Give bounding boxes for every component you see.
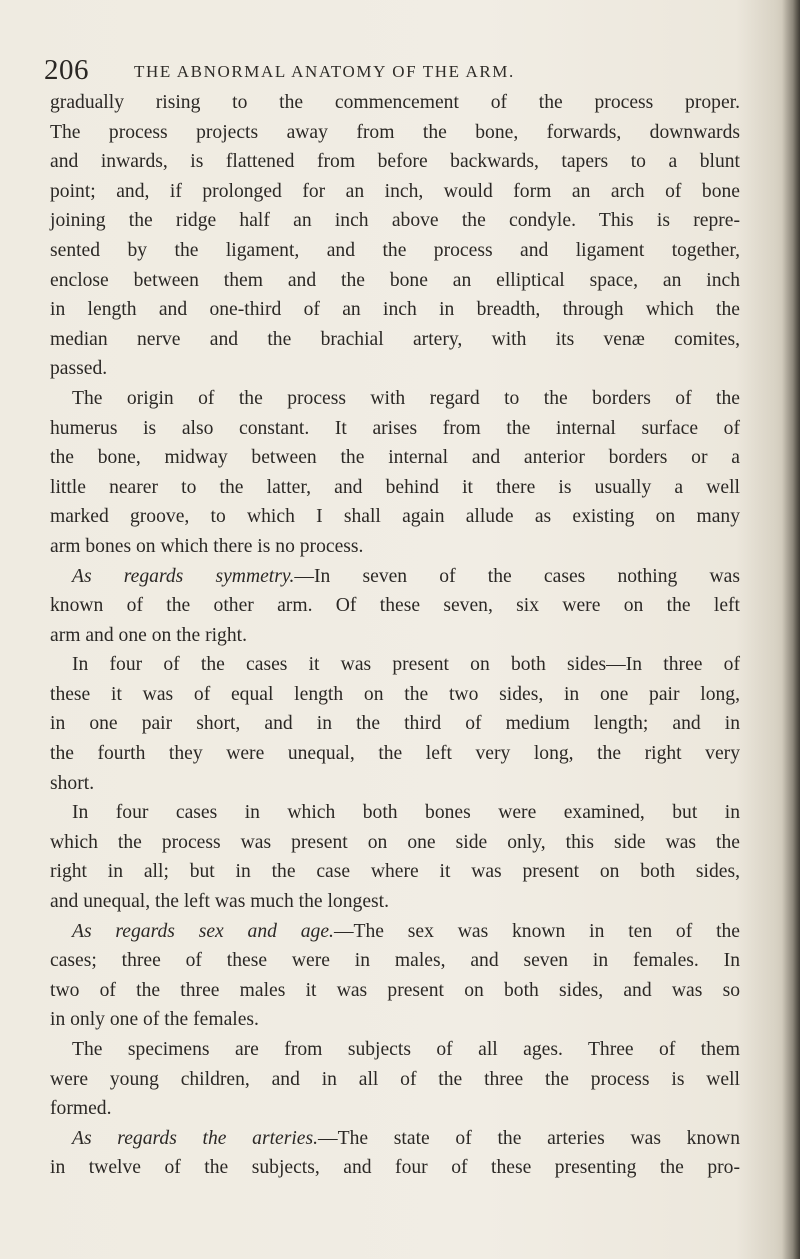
line-text: In four of the cases it was present on both sides—In three of bbox=[72, 654, 740, 676]
italic-heading: As regards symmetry. bbox=[72, 565, 295, 587]
line-text: right in all; but in the case where it was present on both sides, bbox=[50, 861, 740, 883]
text-line bbox=[50, 1065, 740, 1095]
text-line bbox=[50, 917, 740, 947]
text-line bbox=[50, 621, 740, 651]
line-text: sented by the ligament, and the process and ligament together, bbox=[50, 239, 740, 261]
text-line bbox=[50, 473, 740, 503]
text-line bbox=[50, 946, 740, 976]
text-line bbox=[50, 236, 740, 266]
text-line bbox=[50, 443, 740, 473]
text-line bbox=[50, 857, 740, 887]
line-text: arm bones on which there is no process. bbox=[50, 535, 364, 557]
line-text: the bone, midway between the internal and anterior borders or a bbox=[50, 447, 740, 469]
line-text: enclose between them and the bone an elliptical space, an inch bbox=[50, 269, 740, 291]
line-text: formed. bbox=[50, 1098, 112, 1120]
line-text: point; and, if prolonged for an inch, would form an arch of bone bbox=[50, 180, 740, 202]
text-line bbox=[50, 798, 740, 828]
line-text: in only one of the females. bbox=[50, 1009, 259, 1031]
line-text: In four cases in which both bones were examined, but in bbox=[72, 802, 740, 824]
line-text: these it was of equal length on the two sides, in one pair long, bbox=[50, 683, 740, 705]
text-line bbox=[50, 325, 740, 355]
line-text: gradually rising to the commencement of the process proper. bbox=[50, 92, 740, 113]
line-text: two of the three males it was present on both sides, and was so bbox=[50, 979, 740, 1001]
line-text: and unequal, the left was much the longest. bbox=[50, 891, 389, 913]
line-text: in length and one-third of an inch in breadth, through which the bbox=[50, 299, 740, 321]
text-line bbox=[50, 1153, 740, 1183]
italic-heading: As regards the arteries. bbox=[72, 1127, 319, 1149]
line-text: —The state of the arteries was known bbox=[318, 1127, 740, 1149]
body-text bbox=[50, 88, 740, 1183]
line-text: short. bbox=[50, 772, 95, 794]
text-line bbox=[50, 532, 740, 562]
line-text: —The sex was known in ten of the bbox=[333, 920, 741, 942]
line-text: —In seven of the cases nothing was bbox=[294, 565, 740, 587]
line-text: known of the other arm. Of these seven, six were on the left bbox=[50, 595, 740, 617]
text-line bbox=[50, 1094, 740, 1124]
line-text: arm and one on the right. bbox=[50, 624, 247, 646]
text-line bbox=[50, 976, 740, 1006]
line-text: The origin of the process with regard to the borders of the bbox=[72, 387, 740, 409]
line-text: cases; three of these were in males, and seven in females. In bbox=[50, 950, 740, 972]
line-text: were young children, and in all of the three the process is well bbox=[50, 1068, 740, 1090]
line-text: little nearer to the latter, and behind it there is usually a well bbox=[50, 476, 740, 498]
text-line bbox=[50, 680, 740, 710]
text-line bbox=[50, 88, 740, 118]
text-line bbox=[50, 206, 740, 236]
line-text: and inwards, is flattened from before backwards, tapers to a blunt bbox=[50, 151, 740, 173]
italic-heading: As regards sex and age. bbox=[72, 920, 334, 942]
text-line bbox=[50, 1035, 740, 1065]
text-line bbox=[50, 502, 740, 532]
page-edge-shadow bbox=[782, 0, 800, 1259]
text-line bbox=[50, 266, 740, 296]
text-line bbox=[50, 1124, 740, 1154]
line-text: humerus is also constant. It arises from the internal surface of bbox=[50, 417, 740, 439]
text-line bbox=[50, 295, 740, 325]
running-title: THE ABNORMAL ANATOMY OF THE ARM. bbox=[134, 62, 515, 81]
text-line bbox=[50, 384, 740, 414]
text-line bbox=[50, 650, 740, 680]
text-line bbox=[50, 709, 740, 739]
text-line bbox=[50, 147, 740, 177]
text-line bbox=[50, 177, 740, 207]
line-text: which the process was present on one side only, this side was the bbox=[50, 831, 740, 853]
text-line bbox=[50, 591, 740, 621]
text-line bbox=[50, 828, 740, 858]
line-text: median nerve and the brachial artery, with its venæ comites, bbox=[50, 328, 740, 350]
text-line bbox=[50, 769, 740, 799]
text-line bbox=[50, 354, 740, 384]
text-line bbox=[50, 414, 740, 444]
text-line bbox=[50, 887, 740, 917]
text-line bbox=[50, 562, 740, 592]
line-text: marked groove, to which I shall again allude as existing on many bbox=[50, 506, 740, 528]
line-text: passed. bbox=[50, 358, 108, 380]
line-text: The process projects away from the bone, forwards, downwards bbox=[50, 121, 740, 143]
text-line bbox=[50, 1005, 740, 1035]
line-text: the fourth they were unequal, the left very long, the right very bbox=[50, 743, 740, 765]
line-text: joining the ridge half an inch above the condyle. This is repre- bbox=[50, 210, 740, 232]
line-text: The specimens are from subjects of all ages. Three of them bbox=[72, 1039, 740, 1060]
text-line bbox=[50, 739, 740, 769]
line-text: in one pair short, and in the third of medium length; and in bbox=[50, 713, 740, 735]
page-number: 206 bbox=[44, 54, 89, 86]
text-line bbox=[50, 118, 740, 148]
line-text: in twelve of the subjects, and four of these presenting the pro- bbox=[50, 1157, 740, 1179]
